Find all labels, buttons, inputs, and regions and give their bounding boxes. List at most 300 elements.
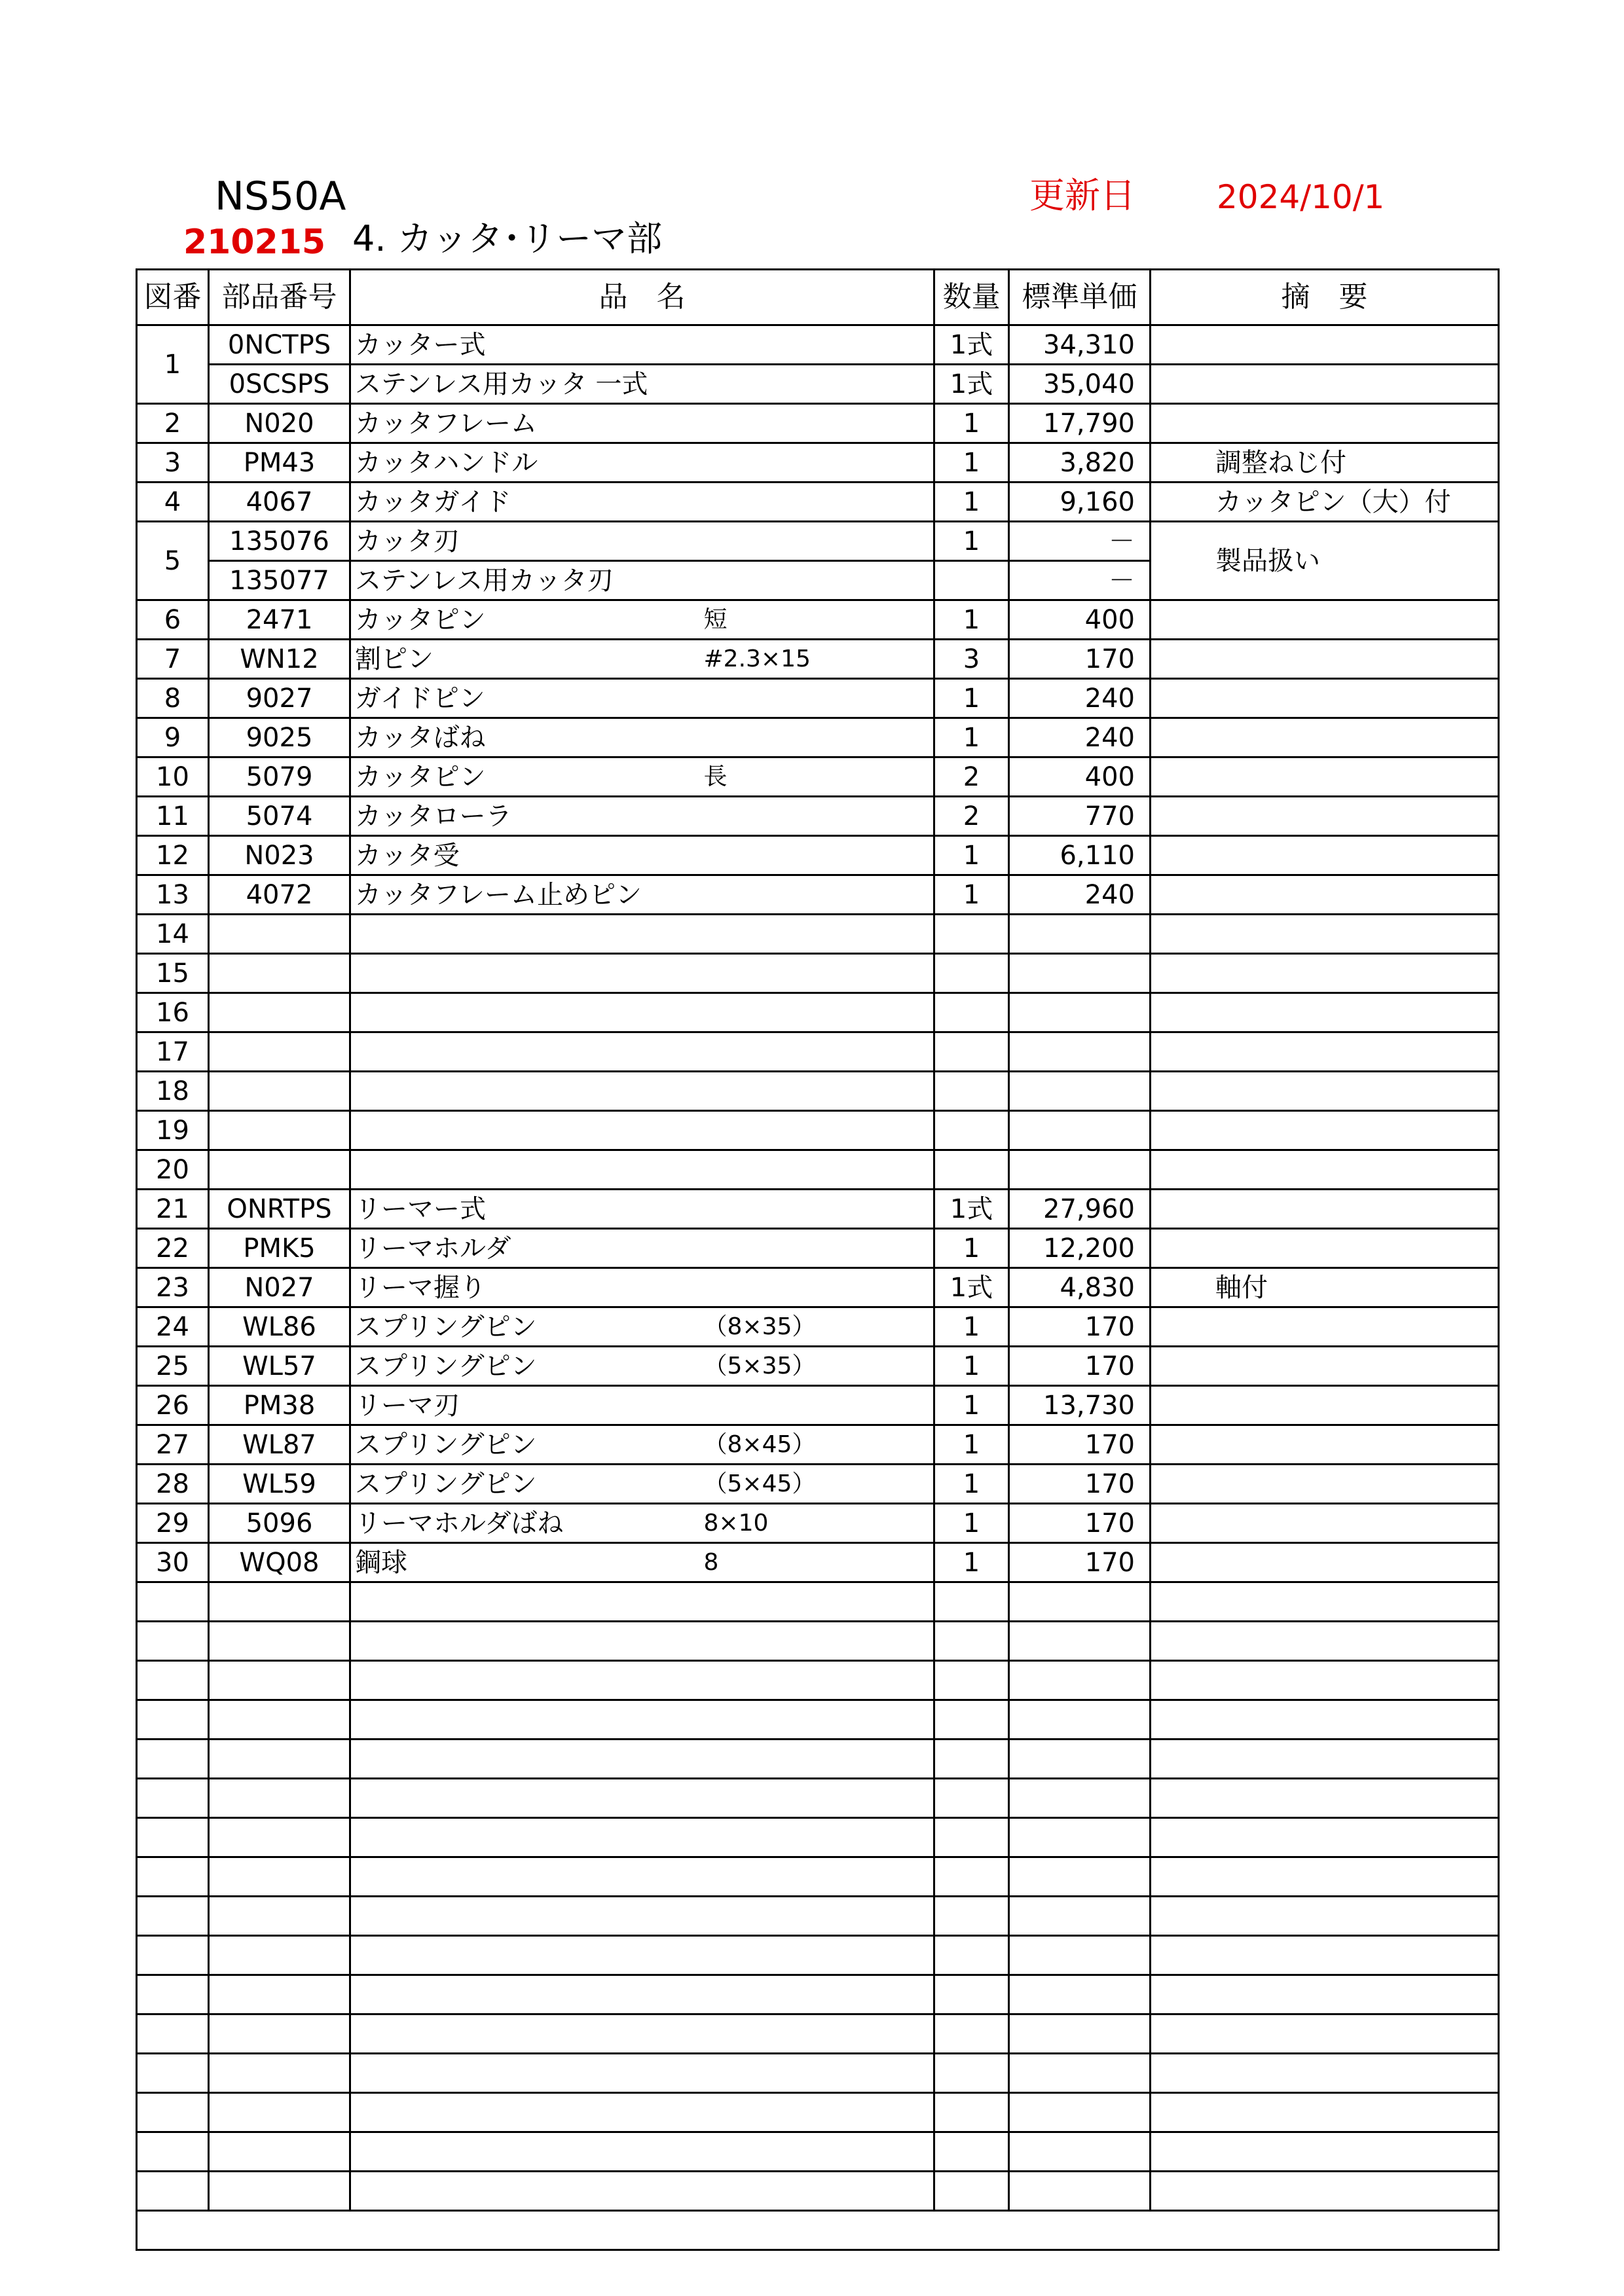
part-no-cell: N020 [209,404,350,443]
table-row [137,1386,1499,1425]
spec-cell [704,1386,934,1425]
unit-price-cell: 170 [1009,640,1151,679]
part-name-cell: リーマ刃 [350,1386,704,1425]
part-no-cell [209,1111,350,1150]
blank-cell [350,1740,704,1779]
blank-cell [209,2093,350,2132]
quantity-cell: 1 [934,1425,1009,1465]
remarks-cell: カッタピン（大）付 [1151,483,1499,522]
quantity-cell: 1 [934,1543,1009,1582]
unit-price-cell: 17,790 [1009,404,1151,443]
unit-price-cell [1009,954,1151,993]
part-no-cell [209,1150,350,1190]
table-row [137,954,1499,993]
spec-cell: 8 [704,1543,934,1582]
blank-cell [704,2132,934,2172]
blank-cell [209,1818,350,1857]
table-row [137,404,1499,443]
footer-row [137,2211,1499,2250]
figure-no-cell: 13 [137,875,209,915]
unit-price-cell: 9,160 [1009,483,1151,522]
blank-row [137,1897,1499,1936]
blank-row [137,2093,1499,2132]
part-no-cell: 0SCSPS [209,365,350,404]
figure-no-cell: 7 [137,640,209,679]
figure-no-cell: 14 [137,915,209,954]
remarks-cell [1151,640,1499,679]
remarks-cell: 調整ねじ付 [1151,443,1499,483]
part-name-cell [350,1150,704,1190]
spec-cell: （5×45） [704,1465,934,1504]
blank-cell [934,1818,1009,1857]
table-row [137,600,1499,640]
blank-cell [1151,1740,1499,1779]
spec-cell: （5×35） [704,1347,934,1386]
table-header-row [137,270,1499,325]
table-row [137,875,1499,915]
col-header-figure-no: 図番 [137,270,209,325]
remarks-cell [1151,404,1499,443]
blank-cell [704,2172,934,2211]
blank-cell [704,1622,934,1661]
spec-cell [704,954,934,993]
table-row [137,718,1499,757]
part-name-cell: スプリングピン [350,1425,704,1465]
part-no-cell: N027 [209,1268,350,1307]
blank-cell [350,1818,704,1857]
blank-cell [350,1936,704,1975]
unit-price-cell: 27,960 [1009,1190,1151,1229]
blank-cell [934,1700,1009,1740]
part-name-cell: 割ピン [350,640,704,679]
spec-cell: #2.3×15 [704,640,934,679]
spec-cell [704,915,934,954]
blank-cell [934,2093,1009,2132]
remarks-cell [1151,1543,1499,1582]
unit-price-cell [1009,915,1151,954]
spec-cell [704,443,934,483]
part-name-cell: カッタフレーム止めピン [350,875,704,915]
part-name-cell: 鋼球 [350,1543,704,1582]
blank-cell [1009,1622,1151,1661]
part-name-cell [350,993,704,1032]
quantity-cell [934,561,1009,600]
figure-no-cell: 17 [137,1032,209,1072]
part-no-cell: 5096 [209,1504,350,1543]
figure-no-cell: 1 [137,325,209,404]
remarks-cell [1151,365,1499,404]
blank-cell [209,1700,350,1740]
quantity-cell: 1 [934,1347,1009,1386]
spec-cell [704,522,934,561]
blank-cell [209,1740,350,1779]
blank-cell [704,1897,934,1936]
quantity-cell: 1 [934,483,1009,522]
quantity-cell [934,993,1009,1032]
unit-price-cell: 6,110 [1009,836,1151,875]
part-name-cell: カッタ刃 [350,522,704,561]
blank-cell [350,2054,704,2093]
blank-cell [137,2172,209,2211]
part-name-cell [350,1111,704,1150]
unit-price-cell: 770 [1009,797,1151,836]
blank-cell [704,1857,934,1897]
quantity-cell: 1 [934,443,1009,483]
part-no-cell: 0NCTPS [209,325,350,365]
part-no-cell [209,993,350,1032]
table-row [137,915,1499,954]
part-name-cell: ステンレス用カッタ 一式 [350,365,704,404]
blank-cell [137,2054,209,2093]
figure-no-cell: 26 [137,1386,209,1425]
remarks-cell [1151,1347,1499,1386]
spec-cell [704,483,934,522]
table-row [137,1347,1499,1386]
blank-row [137,1582,1499,1622]
unit-price-cell: 170 [1009,1307,1151,1347]
quantity-cell: 1式 [934,1268,1009,1307]
blank-cell [1151,1700,1499,1740]
blank-cell [1009,2054,1151,2093]
blank-cell [934,2054,1009,2093]
blank-row [137,1936,1499,1975]
unit-price-cell: 170 [1009,1425,1151,1465]
figure-no-cell: 8 [137,679,209,718]
table-row [137,483,1499,522]
blank-cell [137,1897,209,1936]
part-name-cell: リーマ握り [350,1268,704,1307]
quantity-cell: 2 [934,797,1009,836]
figure-no-cell: 30 [137,1543,209,1582]
remarks-cell [1151,836,1499,875]
unit-price-cell: 12,200 [1009,1229,1151,1268]
table-row [137,1111,1499,1150]
blank-cell [1151,2014,1499,2054]
blank-cell [934,1582,1009,1622]
part-no-cell: 4067 [209,483,350,522]
unit-price-cell [1009,1150,1151,1190]
quantity-cell: 1 [934,600,1009,640]
table-row [137,1268,1499,1307]
table-row [137,1032,1499,1072]
figure-no-cell: 12 [137,836,209,875]
blank-cell [350,1700,704,1740]
figure-no-cell: 2 [137,404,209,443]
blank-cell [1009,1700,1151,1740]
blank-cell [1151,2132,1499,2172]
figure-no-cell: 24 [137,1307,209,1347]
figure-no-cell: 15 [137,954,209,993]
blank-cell [1151,1779,1499,1818]
remarks-cell [1151,797,1499,836]
quantity-cell: 1式 [934,1190,1009,1229]
unit-price-cell: 3,820 [1009,443,1151,483]
blank-cell [137,1661,209,1700]
blank-cell [934,2132,1009,2172]
unit-price-cell: 170 [1009,1465,1151,1504]
spec-cell [704,1150,934,1190]
blank-cell [1151,1897,1499,1936]
spec-cell: 長 [704,757,934,797]
unit-price-cell: 35,040 [1009,365,1151,404]
part-no-cell: 5079 [209,757,350,797]
remarks-cell [1151,1465,1499,1504]
blank-cell [137,1779,209,1818]
part-name-cell: カッタピン [350,600,704,640]
blank-row [137,1661,1499,1700]
blank-cell [350,2093,704,2132]
blank-cell [209,1975,350,2014]
spec-cell [704,718,934,757]
blank-cell [934,1936,1009,1975]
remarks-cell [1151,1229,1499,1268]
update-date-label: 更新日 [1029,175,1135,216]
blank-cell [137,2132,209,2172]
quantity-cell: 1 [934,1229,1009,1268]
blank-cell [1009,1936,1151,1975]
remarks-cell [1151,1386,1499,1425]
blank-cell [704,1818,934,1857]
part-no-cell: 9027 [209,679,350,718]
remarks-cell [1151,1111,1499,1150]
quantity-cell [934,1072,1009,1111]
remarks-cell [1151,993,1499,1032]
part-no-cell: 5074 [209,797,350,836]
unit-price-cell [1009,1032,1151,1072]
blank-cell [934,1779,1009,1818]
col-header-part-no: 部品番号 [209,270,350,325]
blank-cell [1151,1622,1499,1661]
blank-cell [137,1857,209,1897]
quantity-cell [934,915,1009,954]
part-name-cell: リーマホルダばね [350,1504,704,1543]
part-name-cell: カッタばね [350,718,704,757]
table-row [137,1543,1499,1582]
quantity-cell: 1式 [934,325,1009,365]
part-name-cell: リーマホルダ [350,1229,704,1268]
spec-cell [704,993,934,1032]
table-row [137,443,1499,483]
table-row [137,1072,1499,1111]
blank-cell [350,1897,704,1936]
blank-cell [1009,1818,1151,1857]
blank-cell [704,1740,934,1779]
unit-price-cell: 240 [1009,679,1151,718]
remarks-cell [1151,1504,1499,1543]
table-row [137,757,1499,797]
blank-cell [704,1779,934,1818]
unit-price-cell: 13,730 [1009,1386,1151,1425]
blank-cell [1151,2172,1499,2211]
remarks-cell [1151,718,1499,757]
spec-cell: （8×45） [704,1425,934,1465]
quantity-cell: 1 [934,1307,1009,1347]
blank-row [137,1740,1499,1779]
blank-cell [209,2132,350,2172]
blank-cell [934,1622,1009,1661]
quantity-cell [934,1150,1009,1190]
remarks-cell [1151,1425,1499,1465]
model-name: NS50A [215,173,346,219]
parts-table [136,268,1500,2251]
blank-cell [350,1582,704,1622]
blank-cell [209,1936,350,1975]
part-name-cell: スプリングピン [350,1465,704,1504]
part-no-cell: WL86 [209,1307,350,1347]
blank-cell [1151,2093,1499,2132]
blank-row [137,2132,1499,2172]
part-no-cell: WN12 [209,640,350,679]
table-row [137,993,1499,1032]
figure-no-cell: 3 [137,443,209,483]
table-row [137,365,1499,404]
part-no-cell: 9025 [209,718,350,757]
part-name-cell: カッタフレーム [350,404,704,443]
remarks-cell [1151,600,1499,640]
remarks-cell [1151,954,1499,993]
spec-cell [704,1268,934,1307]
table-row [137,1190,1499,1229]
blank-cell [350,2172,704,2211]
blank-cell [137,1936,209,1975]
figure-no-cell: 6 [137,600,209,640]
col-header-quantity: 数量 [934,270,1009,325]
blank-cell [934,1975,1009,2014]
blank-cell [704,1700,934,1740]
part-no-cell: ONRTPS [209,1190,350,1229]
blank-cell [209,1779,350,1818]
unit-price-cell [1009,993,1151,1032]
blank-cell [209,2014,350,2054]
quantity-cell: 1 [934,875,1009,915]
unit-price-cell: 170 [1009,1347,1151,1386]
spec-cell [704,875,934,915]
figure-no-cell: 21 [137,1190,209,1229]
blank-row [137,1818,1499,1857]
part-no-cell [209,1032,350,1072]
blank-row [137,1857,1499,1897]
remarks-cell [1151,757,1499,797]
part-name-cell: リーマー式 [350,1190,704,1229]
blank-cell [934,2172,1009,2211]
spec-cell [704,679,934,718]
col-header-remarks: 摘 要 [1151,270,1499,325]
unit-price-cell: 240 [1009,875,1151,915]
blank-cell [1009,2093,1151,2132]
unit-price-cell: 240 [1009,718,1151,757]
blank-cell [350,1779,704,1818]
spec-cell: 短 [704,600,934,640]
blank-cell [1151,1582,1499,1622]
blank-cell [209,2172,350,2211]
blank-cell [137,2014,209,2054]
spec-cell [704,404,934,443]
blank-cell [1151,1975,1499,2014]
remarks-cell [1151,915,1499,954]
blank-cell [350,1622,704,1661]
spec-cell [704,1072,934,1111]
unit-price-cell: － [1009,522,1151,561]
parts-table-body [137,325,1499,2250]
blank-cell [704,2014,934,2054]
blank-cell [209,1582,350,1622]
blank-cell [209,1897,350,1936]
quantity-cell: 2 [934,757,1009,797]
spec-cell [704,365,934,404]
remarks-cell: 製品扱い [1151,522,1499,600]
blank-cell [137,1740,209,1779]
quantity-cell: 1 [934,1465,1009,1504]
remarks-cell [1151,1150,1499,1190]
table-row [137,1425,1499,1465]
part-no-cell: WQ08 [209,1543,350,1582]
blank-row [137,2014,1499,2054]
blank-cell [137,1975,209,2014]
blank-cell [1009,1975,1151,2014]
part-name-cell: カッタローラ [350,797,704,836]
part-no-cell: WL87 [209,1425,350,1465]
part-name-cell [350,915,704,954]
blank-cell [209,1622,350,1661]
quantity-cell: 1 [934,679,1009,718]
table-row [137,640,1499,679]
blank-cell [1009,1740,1151,1779]
figure-no-cell: 10 [137,757,209,797]
remarks-cell [1151,1072,1499,1111]
part-name-cell: スプリングピン [350,1347,704,1386]
blank-cell [350,2132,704,2172]
blank-row [137,1700,1499,1740]
blank-cell [137,1818,209,1857]
part-no-cell: PMK5 [209,1229,350,1268]
blank-cell [934,1897,1009,1936]
part-name-cell: カッタガイド [350,483,704,522]
spec-cell [704,836,934,875]
blank-row [137,2172,1499,2211]
part-no-cell: PM38 [209,1386,350,1425]
part-no-cell [209,954,350,993]
remarks-cell [1151,679,1499,718]
figure-no-cell: 28 [137,1465,209,1504]
blank-cell [1151,1661,1499,1700]
table-row [137,522,1499,561]
part-no-cell [209,1072,350,1111]
table-row [137,836,1499,875]
blank-cell [1151,1857,1499,1897]
figure-no-cell: 18 [137,1072,209,1111]
part-name-cell: カッタピン [350,757,704,797]
part-no-cell: N023 [209,836,350,875]
remarks-cell [1151,1032,1499,1072]
quantity-cell: 1 [934,1504,1009,1543]
unit-price-cell: 34,310 [1009,325,1151,365]
part-name-cell [350,954,704,993]
blank-cell [350,1975,704,2014]
spec-cell: （8×35） [704,1307,934,1347]
blank-cell [137,1622,209,1661]
quantity-cell: 1 [934,718,1009,757]
spec-cell [704,1032,934,1072]
remarks-cell [1151,1307,1499,1347]
spec-cell [704,561,934,600]
spec-cell [704,797,934,836]
spec-cell [704,1111,934,1150]
part-name-cell: カッタ受 [350,836,704,875]
unit-price-cell [1009,1111,1151,1150]
figure-no-cell: 11 [137,797,209,836]
figure-no-cell: 27 [137,1425,209,1465]
remarks-cell [1151,875,1499,915]
